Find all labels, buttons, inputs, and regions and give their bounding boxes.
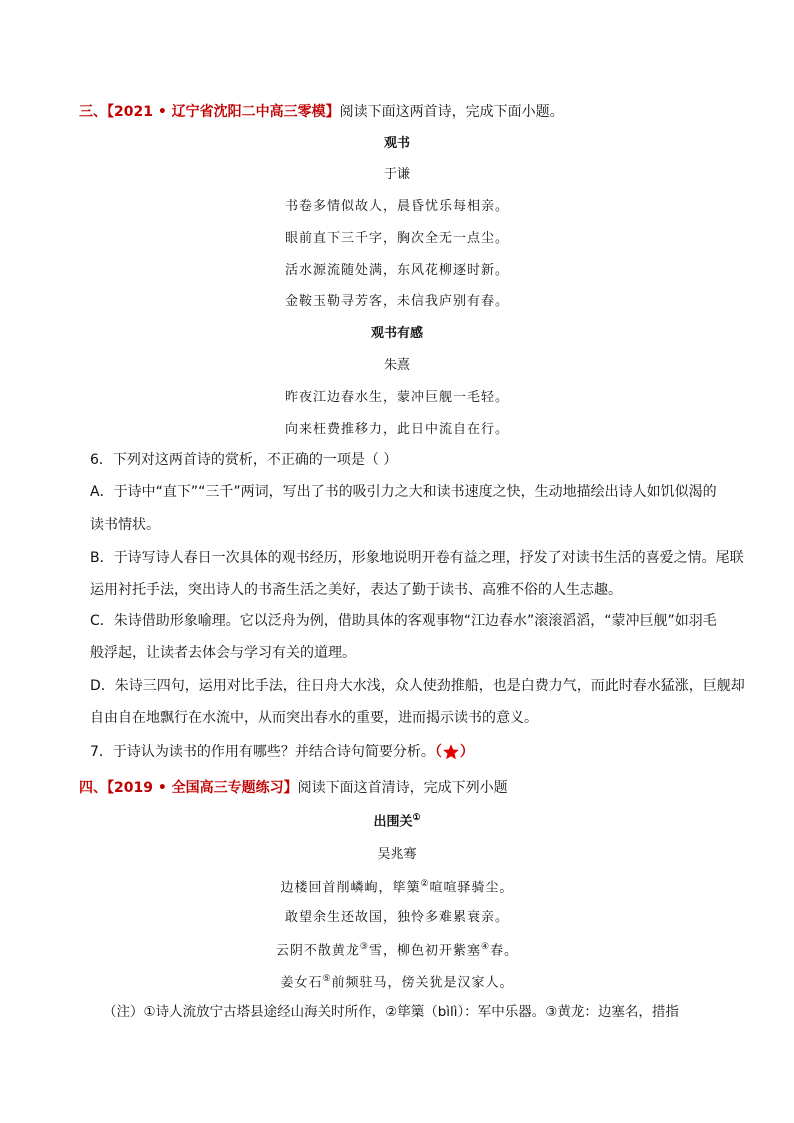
q6-option-c-line2: 般浮起，让读者去体会与学习有关的道理。	[90, 645, 356, 661]
poem1-line-2: 眼前直下三千字，胸次全无一点尘。	[284, 231, 509, 246]
section4-source: 【2019 • 全国高三专题练习】	[107, 780, 298, 796]
poem1-line-3: 活水源流随处满，东风花柳逐时新。	[284, 263, 509, 278]
q7-paren-open: （	[434, 744, 442, 760]
poem1-author: 于谦	[383, 167, 410, 182]
poem3-line-3-part-a: 云阴不散黄龙	[275, 943, 360, 959]
poem3-line-1-part-b: 喧喧驿骑尘。	[429, 880, 514, 896]
q6-option-d-line1: D．朱诗三四句，运用对比手法，往日舟大水浅，众人使劲推船，也是白费力气，而此时春水猛涨，巨舰却	[90, 678, 745, 694]
section3-header	[79, 105, 564, 119]
poem3-line-2: 敢望余生还故国，独怜多难累衰亲。	[284, 910, 509, 925]
poem3-line-4-part-a: 姜女石	[280, 975, 323, 991]
q6-stem: 6．下列对这两首诗的赏析，不正确的一项是（ ）	[90, 452, 398, 468]
poem2-title: 观书有感	[370, 326, 423, 341]
star-icon	[442, 743, 460, 761]
poem3-author: 吴兆骞	[377, 847, 417, 862]
poem3-line-1-note: ②	[420, 879, 430, 889]
poem3-title: 出围关	[373, 814, 413, 830]
poem3-title-line	[0, 814, 794, 828]
poem3-line-4-part-b: 前频驻马，傍关犹是汉家人。	[331, 975, 514, 991]
poem3-line-3	[0, 943, 794, 957]
q7-stem-line	[90, 743, 474, 761]
poem3-line-3-part-b: 雪，柳色初开紫塞	[368, 943, 481, 959]
star-shape	[443, 744, 459, 759]
q6-option-d-line2: 自由自在地飘行在水流中，从而突出春水的重要，进而揭示读书的意义。	[90, 710, 538, 726]
poem3-line-3-note-2: ④	[481, 942, 491, 952]
q6-option-b-line2: 运用衬托手法，突出诗人的书斋生活之美好，表达了勤于读书、高雅不俗的人生志趣。	[90, 582, 622, 598]
section3-instruction: 阅读下面这两首诗，完成下面小题。	[339, 104, 564, 120]
poem2-line-2: 向来枉费推移力，此日中流自在行。	[284, 422, 509, 437]
q7-stem: 7．于诗认为读书的作用有哪些？并结合诗句简要分析。	[90, 744, 435, 760]
q6-option-b-line1: B．于诗写诗人春日一次具体的观书经历，形象地说明开卷有益之理，抒发了对读书生活的喜爱之情。尾联	[90, 550, 744, 566]
poem1-line-1: 书卷多情似故人，晨昏忧乐每相亲。	[284, 199, 509, 214]
poem3-line-4-note: ⑤	[322, 974, 332, 984]
poem1-title: 观书	[383, 136, 410, 151]
q6-option-c-line1: C．朱诗借助形象喻理。它以泛舟为例，借助具体的客观事物“江边春水”滚滚滔滔，“蒙冲巨舰”如羽毛	[90, 613, 717, 629]
section3-source: 【2021 • 辽宁省沈阳二中高三零模】	[107, 104, 340, 120]
poem3-title-note: ①	[412, 813, 421, 823]
q7-paren-close: ）	[459, 744, 474, 760]
q6-option-a-line1: A．于诗中“直下”“三千”两词，写出了书的吸引力之大和读书速度之快，生动地描绘出诗人如饥似渴的	[90, 484, 717, 500]
section4-instruction: 阅读下面这首清诗，完成下列小题	[297, 780, 508, 796]
section4-header	[79, 781, 508, 795]
q6-option-a-line2: 读书情状。	[90, 517, 160, 533]
section3-number: 三、	[79, 104, 107, 120]
poem2-line-1: 昨夜江边春水生，蒙冲巨舰一毛轻。	[284, 390, 509, 405]
poem3-line-1	[0, 880, 794, 894]
poem3-notes: （注）①诗人流放宁古塔县途经山海关时所作，②筚篥（bìlì）：军中乐器。③黄龙：边塞名，措指	[103, 1004, 679, 1020]
poem3-line-4	[0, 975, 794, 989]
section4-number: 四、	[79, 780, 107, 796]
poem2-author: 朱熹	[383, 358, 410, 373]
poem3-line-3-part-c: 春。	[490, 943, 519, 959]
poem3-line-1-part-a: 边楼回首削嶙峋，筚篥	[280, 880, 421, 896]
poem3-line-3-note-1: ③	[359, 942, 369, 952]
poem1-line-4: 金鞍玉勒寻芳客，未信我庐别有春。	[284, 294, 509, 309]
